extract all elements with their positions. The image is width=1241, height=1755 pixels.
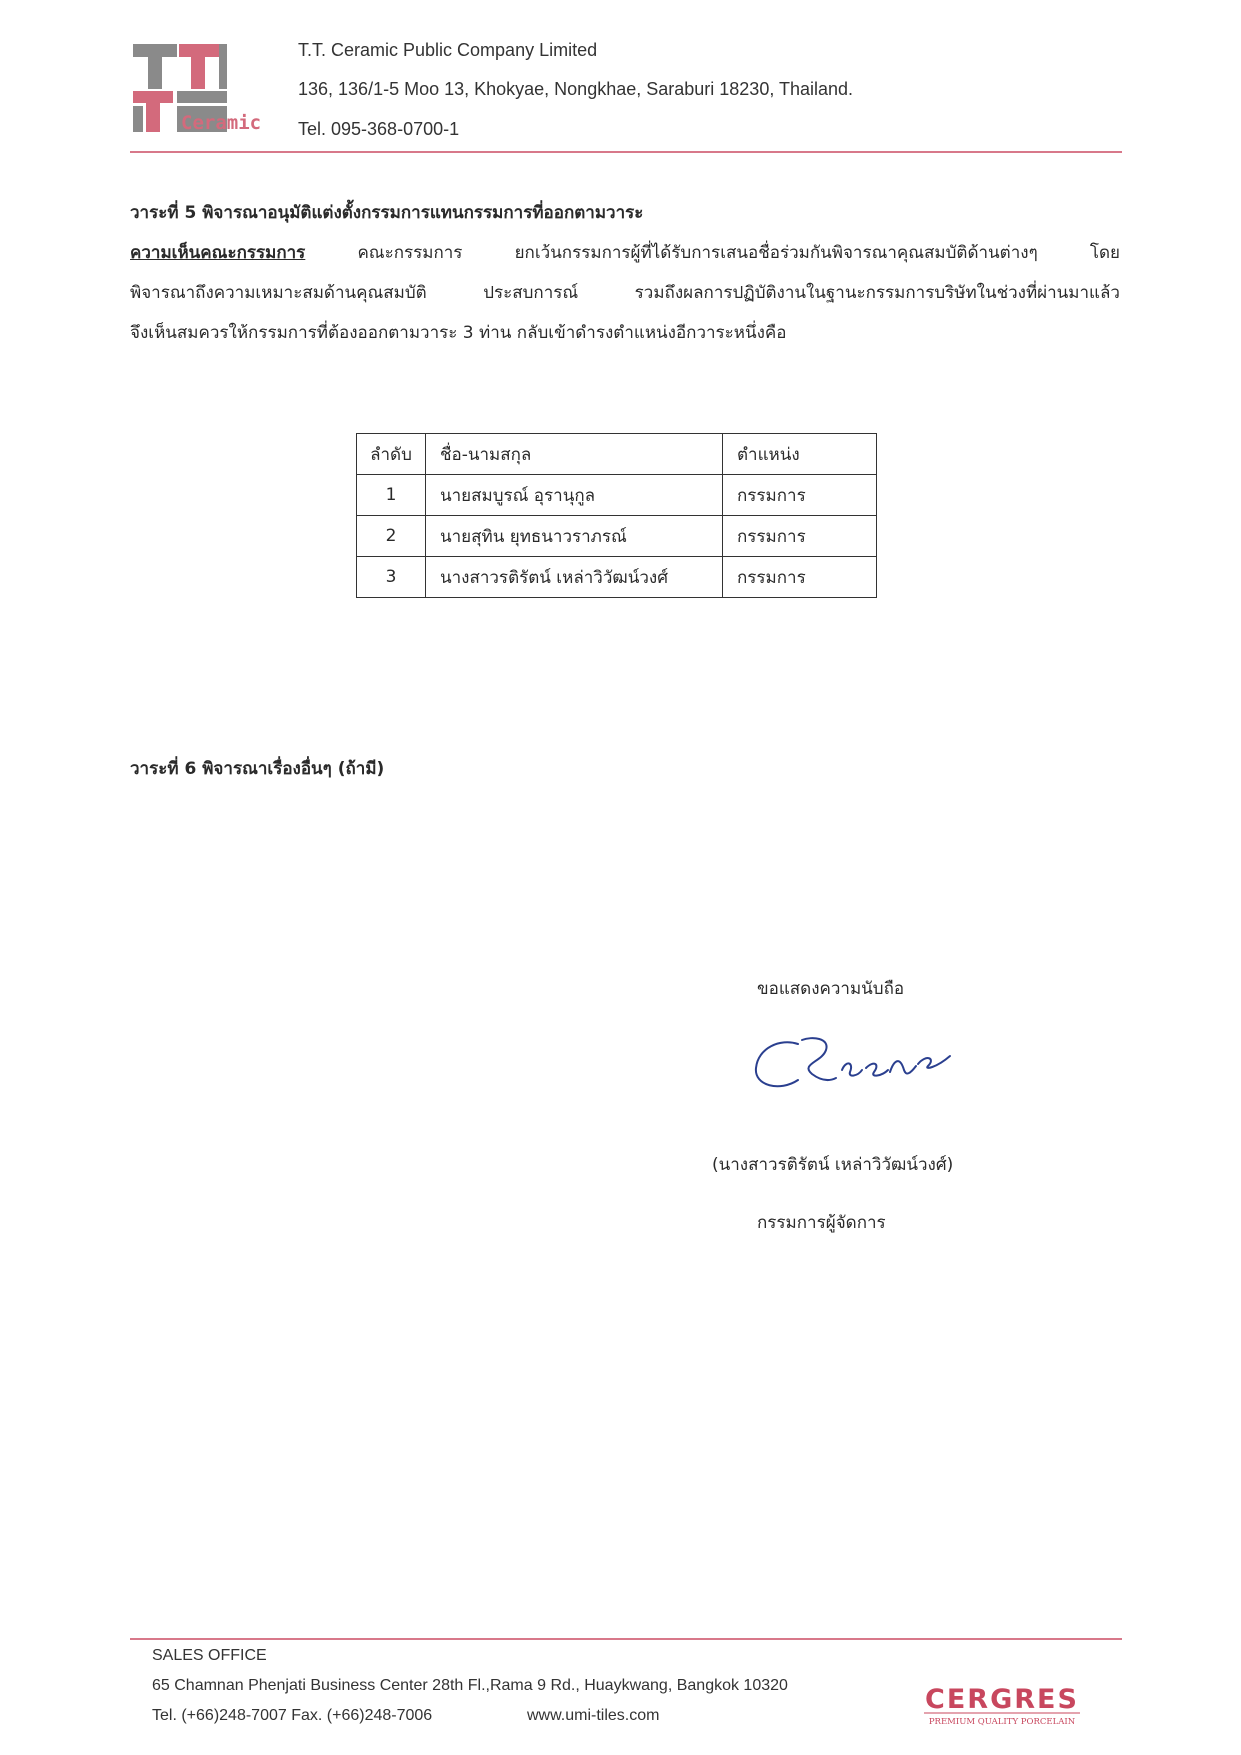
table-cell: นายสมบูรณ์ อุรานุกูล — [426, 475, 723, 516]
agenda5-heading: วาระที่ 5 พิจารณาอนุมัติแต่งตั้งกรรมการแทนกรรมการที่ออกตามวาระ — [130, 203, 644, 223]
brand-tagline: PREMIUM QUALITY PORCELAIN — [928, 1717, 1076, 1727]
footer-divider — [130, 1638, 1122, 1640]
table-cell: นายสุทิน ยุทธนาวราภรณ์ — [426, 516, 723, 557]
signature — [750, 1030, 970, 1100]
header-cell: ชื่อ-นามสกุล — [426, 434, 723, 475]
table-row — [357, 475, 877, 516]
sales-office-tel-fax: Tel. (+66)248-7007 Fax. (+66)248-7006 — [152, 1707, 433, 1724]
header-cell: ตำแหน่ง — [723, 434, 877, 475]
signer-title: กรรมการผู้จัดการ — [757, 1213, 886, 1233]
opinion-label: ความเห็นคณะกรรมการ — [130, 243, 306, 263]
table-cell: กรรมการ — [723, 475, 877, 516]
sales-office-label: SALES OFFICE — [152, 1647, 267, 1664]
sales-office-address: 65 Chamnan Phenjati Business Center 28th Fl.,Rama 9 Rd., Huaykwang, Bangkok 10320 — [152, 1677, 788, 1694]
company-tel: Tel. 095-368-0700-1 — [298, 119, 460, 139]
text-fragment: ยกเว้นกรรมการผู้ที่ได้รับการเสนอชื่อร่วมกันพิจารณาคุณสมบัติด้านต่างๆ — [514, 243, 1038, 263]
table-row — [357, 557, 877, 598]
header-divider — [130, 151, 1122, 153]
director-table — [356, 433, 877, 598]
text-fragment: รวมถึงผลการปฏิบัติงานในฐานะกรรมการบริษัทในช่วงที่ผ่านมาแล้ว — [634, 283, 1120, 303]
header-cell: ลำดับ — [357, 434, 426, 475]
table-cell: กรรมการ — [723, 516, 877, 557]
agenda6-heading: วาระที่ 6 พิจารณาเรื่องอื่นๆ (ถ้ามี) — [130, 759, 385, 779]
company-name: T.T. Ceramic Public Company Limited — [298, 40, 598, 60]
cergres-brand-logo — [922, 1678, 1082, 1728]
table-cell: นางสาวรติรัตน์ เหล่าวิวัฒน์วงศ์ — [426, 557, 723, 598]
agenda5-paragraph-line1 — [130, 239, 1120, 266]
table-cell: 3 — [357, 557, 426, 598]
company-address: 136, 136/1-5 Moo 13, Khokyae, Nongkhae, Saraburi 18230, Thailand. — [298, 79, 854, 99]
brand-name: CERGRES — [925, 1684, 1079, 1715]
text-fragment: ประสบการณ์ — [483, 283, 579, 303]
company-logo — [133, 44, 273, 138]
website-link[interactable]: www.umi-tiles.com — [527, 1707, 660, 1724]
text-fragment: โดย — [1089, 243, 1120, 263]
table-cell: กรรมการ — [723, 557, 877, 598]
table-cell: 1 — [357, 475, 426, 516]
table-row — [357, 516, 877, 557]
table-cell: 2 — [357, 516, 426, 557]
text-fragment: คณะกรรมการ — [357, 243, 463, 263]
table-header-row — [357, 434, 877, 475]
agenda5-paragraph-line3: จึงเห็นสมควรให้กรรมการที่ต้องออกตามวาระ 3 ท่าน กลับเข้าดำรงตำแหน่งอีกวาระหนึ่งคือ — [130, 323, 787, 343]
text-fragment: พิจารณาถึงความเหมาะสมด้านคุณสมบัติ — [130, 283, 427, 303]
signer-name: (นางสาวรติรัตน์ เหล่าวิวัฒน์วงศ์) — [712, 1155, 954, 1175]
closing-regards: ขอแสดงความนับถือ — [757, 979, 905, 999]
agenda5-paragraph-line2 — [130, 279, 1120, 306]
logo-text: Ceramic — [181, 112, 262, 134]
